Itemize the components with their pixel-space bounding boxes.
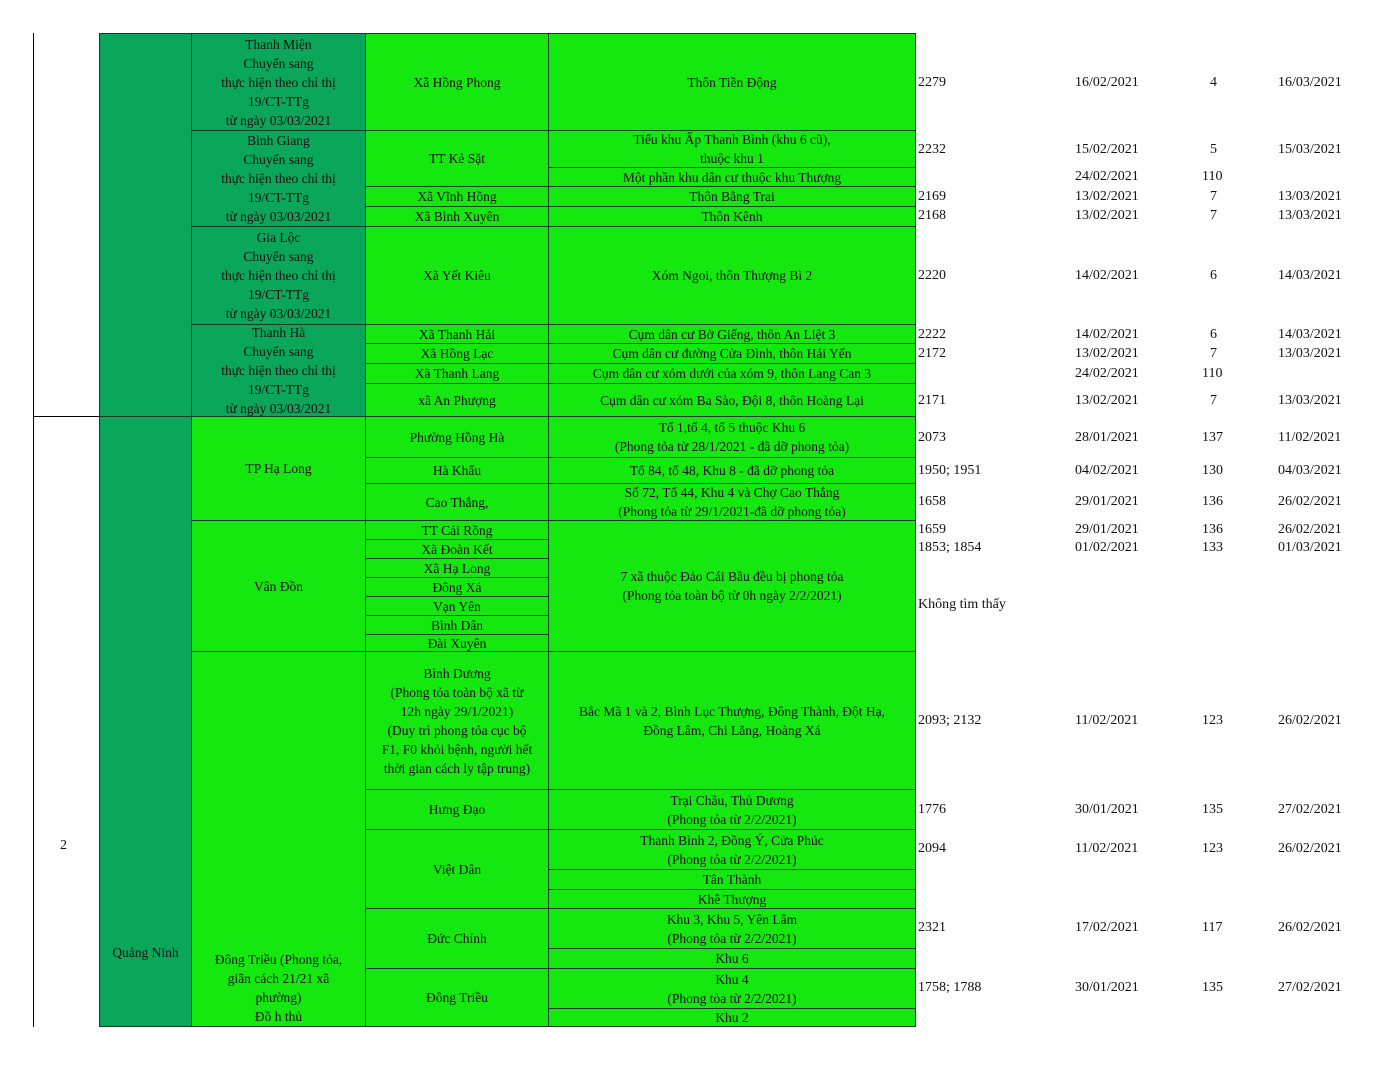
patient-code: 2220 (918, 268, 946, 283)
area-cell: Thanh Bình 2, Đồng Ý, Cửa Phúc (Phong tỏa từ 2/2/2021) (548, 829, 916, 870)
start-date: 29/01/2021 (1075, 522, 1139, 537)
start-date: 14/02/2021 (1075, 327, 1139, 342)
day-count: 7 (1210, 393, 1217, 408)
day-count: 133 (1202, 540, 1223, 555)
day-count: 135 (1202, 802, 1223, 817)
area-cell: Thôn Tiền Động (548, 33, 916, 131)
end-date: 04/03/2021 (1278, 463, 1342, 478)
end-date: 13/03/2021 (1278, 346, 1342, 361)
end-date: 26/02/2021 (1278, 494, 1342, 509)
patient-code: 2232 (918, 142, 946, 157)
commune-cell: Xã Thanh Hải (365, 324, 549, 344)
commune-cell: Phường Hồng Hà (365, 416, 549, 458)
start-date: 24/02/2021 (1075, 366, 1139, 381)
commune-cell: Xã Thanh Lang (365, 363, 549, 384)
area-cell: Số 72, Tổ 44, Khu 4 và Chợ Cao Thắng (Phong tỏa từ 29/1/2021-đã dỡ phong tỏa) (548, 483, 916, 521)
patient-code: 2094 (918, 841, 946, 856)
end-date: 13/03/2021 (1278, 393, 1342, 408)
commune-cell: TT Cái Rồng (365, 520, 549, 540)
patient-code: 2279 (918, 75, 946, 90)
area-cell: Khu 3, Khu 5, Yên Lâm (Phong tỏa từ 2/2/2021) (548, 908, 916, 949)
commune-cell: Xã Hạ Long (365, 558, 549, 578)
district-cell: TP Hạ Long (191, 416, 366, 521)
area-cell: Thôn Bằng Trai (548, 186, 916, 207)
district-cell: Đông Triều (Phong tỏa, giãn cách 21/21 xã phường) Đồ h thủ (191, 651, 366, 1027)
day-count: 117 (1202, 920, 1223, 935)
commune-cell: xã An Phượng (365, 383, 549, 417)
province-column-top (99, 33, 192, 417)
stt-number: 2 (60, 838, 67, 853)
left-border (33, 33, 34, 1027)
patient-code: 1950; 1951 (918, 463, 982, 478)
commune-cell: Cao Thắng, (365, 483, 549, 521)
start-date: 01/02/2021 (1075, 540, 1139, 555)
area-cell: Khê Thượng (548, 889, 916, 909)
area-cell: Xóm Ngoi, thôn Thượng Bì 2 (548, 226, 916, 325)
commune-cell: Xã Bình Xuyên (365, 206, 549, 227)
day-count: 123 (1202, 713, 1223, 728)
district-cell: Thanh Miện Chuyển sang thực hiện theo chỉ thị 19/CT-TTg từ ngày 03/03/2021 (191, 33, 366, 131)
commune-cell: Đông Xá (365, 577, 549, 597)
end-date: 16/03/2021 (1278, 75, 1342, 90)
start-date: 13/02/2021 (1075, 189, 1139, 204)
district-cell: Thanh Hà Chuyển sang thực hiện theo chỉ thị 19/CT-TTg từ ngày 03/03/2021 (191, 324, 366, 417)
start-date: 29/01/2021 (1075, 494, 1139, 509)
day-count: 5 (1210, 142, 1217, 157)
day-count: 123 (1202, 841, 1223, 856)
end-date: 11/02/2021 (1278, 430, 1342, 445)
start-date: 30/01/2021 (1075, 980, 1139, 995)
area-cell: Khu 2 (548, 1008, 916, 1027)
commune-cell: Xã Hồng Phong (365, 33, 549, 131)
start-date: 13/02/2021 (1075, 208, 1139, 223)
start-date: 04/02/2021 (1075, 463, 1139, 478)
area-cell: Cụm dân cư xóm dưới của xóm 9, thôn Lang Can 3 (548, 363, 916, 384)
commune-cell: Xã Vĩnh Hồng (365, 186, 549, 207)
patient-code: 2222 (918, 327, 946, 342)
start-date: 11/02/2021 (1075, 713, 1139, 728)
commune-cell: TT Kẻ Sặt (365, 130, 549, 187)
day-count: 137 (1202, 430, 1223, 445)
commune-cell: Hưng Đạo (365, 789, 549, 830)
commune-cell: Xã Hồng Lạc (365, 343, 549, 364)
start-date: 16/02/2021 (1075, 75, 1139, 90)
commune-cell: Bình Dân (365, 615, 549, 635)
area-cell: Một phần khu dân cư thuộc khu Thượng (548, 167, 916, 187)
commune-cell: Hà Khẩu (365, 457, 549, 484)
area-cell: Thôn Kênh (548, 206, 916, 227)
commune-cell: Xã Đoàn Kết (365, 539, 549, 559)
commune-cell: Bình Dương (Phong tỏa toàn bộ xã từ 12h ngày 29/1/2021) (Duy trì phong tỏa cục bộ F1, F0 khỏi bệnh, người hết thời gian cách ly tập trung) (365, 651, 549, 790)
patient-code: 2171 (918, 393, 946, 408)
area-cell: Bắc Mã 1 và 2, Bình Lục Thượng, Đông Thành, Đột Hạ, Đồng Lâm, Chi Lăng, Hoàng Xá (548, 651, 916, 790)
end-date: 14/03/2021 (1278, 327, 1342, 342)
end-date: 15/03/2021 (1278, 142, 1342, 157)
patient-code: 1853; 1854 (918, 540, 982, 555)
start-date: 30/01/2021 (1075, 802, 1139, 817)
stt-divider (33, 416, 99, 417)
commune-cell: Xã Yết Kiêu (365, 226, 549, 325)
day-count: 6 (1210, 268, 1217, 283)
district-cell: Vân Đồn (191, 520, 366, 652)
end-date: 27/02/2021 (1278, 980, 1342, 995)
day-count: 130 (1202, 463, 1223, 478)
end-date: 26/02/2021 (1278, 522, 1342, 537)
start-date: 28/01/2021 (1075, 430, 1139, 445)
commune-cell: Đức Chính (365, 908, 549, 969)
start-date: 11/02/2021 (1075, 841, 1139, 856)
area-cell: Khu 6 (548, 948, 916, 969)
patient-code: 1658 (918, 494, 946, 509)
area-cell: Cụm dân cư đường Cửa Đình, thôn Hải Yến (548, 343, 916, 364)
area-cell: Tổ 84, tổ 48, Khu 8 - đã dỡ phong tỏa (548, 457, 916, 484)
start-date: 14/02/2021 (1075, 268, 1139, 283)
province-cell (99, 416, 192, 1027)
patient-code: 2172 (918, 346, 946, 361)
commune-cell: Đài Xuyên (365, 634, 549, 652)
patient-code: 1659 (918, 522, 946, 537)
start-date: 13/02/2021 (1075, 346, 1139, 361)
day-count: 6 (1210, 327, 1217, 342)
area-cell: Khu 4 (Phong tỏa từ 2/2/2021) (548, 968, 916, 1009)
start-date: 24/02/2021 (1075, 169, 1139, 184)
patient-code: 1776 (918, 802, 946, 817)
start-date: 17/02/2021 (1075, 920, 1139, 935)
day-count: 110 (1202, 366, 1223, 381)
start-date: 15/02/2021 (1075, 142, 1139, 157)
end-date: 14/03/2021 (1278, 268, 1342, 283)
patient-code: 2169 (918, 189, 946, 204)
end-date: 13/03/2021 (1278, 189, 1342, 204)
patient-code: 2093; 2132 (918, 713, 982, 728)
end-date: 27/02/2021 (1278, 802, 1342, 817)
patient-code: 2168 (918, 208, 946, 223)
area-cell: Tiểu khu Ấp Thanh Bình (khu 6 cũ), thuộc khu 1 (548, 130, 916, 168)
district-cell: Gia Lộc Chuyển sang thực hiện theo chỉ thị 19/CT-TTg từ ngày 03/03/2021 (191, 226, 366, 325)
area-cell: Cụm dân cư Bờ Giếng, thôn An Liệt 3 (548, 324, 916, 344)
commune-cell: Việt Dân (365, 829, 549, 909)
end-date: 26/02/2021 (1278, 713, 1342, 728)
end-date: 26/02/2021 (1278, 841, 1342, 856)
start-date: 13/02/2021 (1075, 393, 1139, 408)
day-count: 4 (1210, 75, 1217, 90)
patient-code: 2073 (918, 430, 946, 445)
commune-cell: Đông Triều (365, 968, 549, 1027)
day-count: 135 (1202, 980, 1223, 995)
end-date: 01/03/2021 (1278, 540, 1342, 555)
end-date: 13/03/2021 (1278, 208, 1342, 223)
day-count: 7 (1210, 208, 1217, 223)
day-count: 110 (1202, 169, 1223, 184)
patient-code: Không tìm thấy (918, 597, 1006, 612)
district-cell: Bình Giang Chuyển sang thực hiện theo chỉ thị 19/CT-TTg từ ngày 03/03/2021 (191, 130, 366, 227)
province-label: Quảng Ninh (112, 945, 179, 960)
day-count: 136 (1202, 494, 1223, 509)
commune-cell: Vạn Yên (365, 596, 549, 616)
day-count: 136 (1202, 522, 1223, 537)
area-cell: Tổ 1,tổ 4, tổ 5 thuộc Khu 6 (Phong tỏa từ 28/1/2021 - đã dỡ phong tỏa) (548, 416, 916, 458)
day-count: 7 (1210, 189, 1217, 204)
day-count: 7 (1210, 346, 1217, 361)
area-cell: 7 xã thuộc Đảo Cái Bầu đều bị phong tỏa (Phong tỏa toàn bộ từ 0h ngày 2/2/2021) (548, 520, 916, 652)
end-date: 26/02/2021 (1278, 920, 1342, 935)
area-cell: Tân Thành (548, 869, 916, 890)
patient-code: 2321 (918, 920, 946, 935)
area-cell: Trại Chầu, Thủ Dương (Phong tỏa từ 2/2/2021) (548, 789, 916, 830)
patient-code: 1758; 1788 (918, 980, 982, 995)
area-cell: Cụm dân cư xóm Ba Sào, Đội 8, thôn Hoàng Lại (548, 383, 916, 417)
